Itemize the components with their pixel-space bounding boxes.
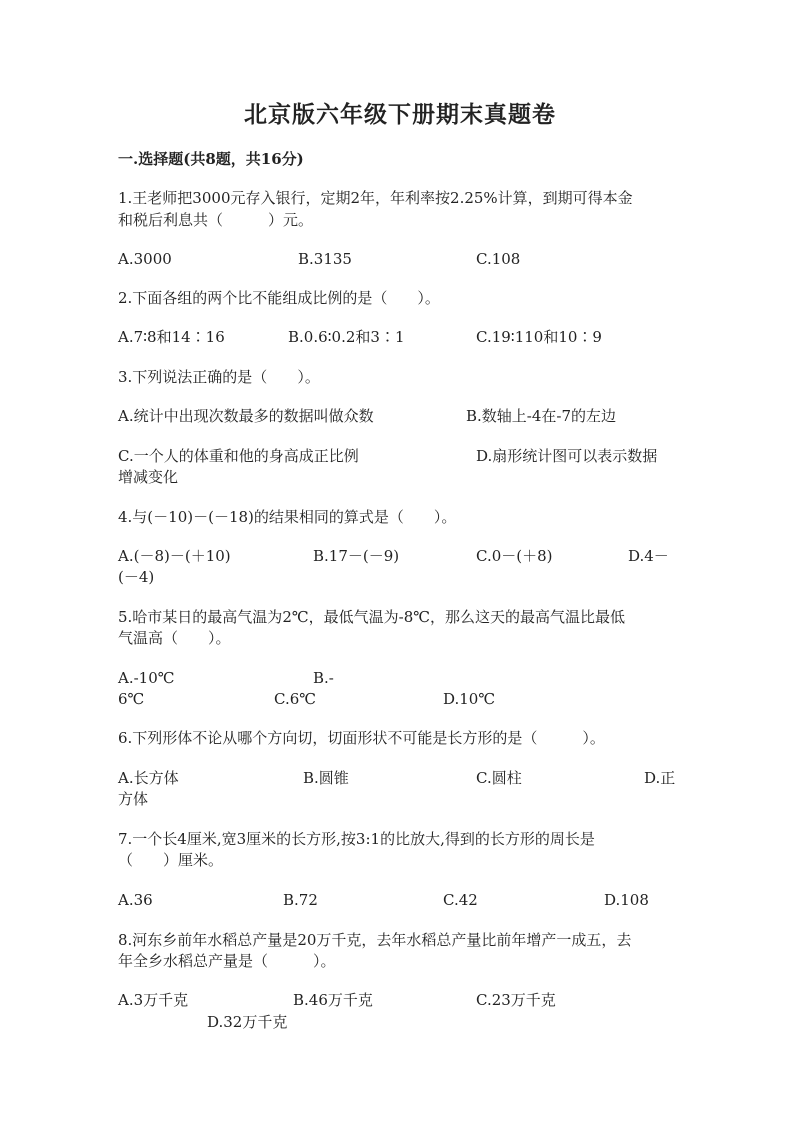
question-1-line-1: 1.王老师把3000元存入银行，定期2年，年利率按2.25%计算，到期可得本金 <box>118 189 633 207</box>
question-8-option-d[interactable]: D.32万千克 <box>207 1013 288 1031</box>
question-6-option-d-cont: 方体 <box>118 790 149 808</box>
question-4-option-a[interactable]: A.(－8)－(＋10) <box>118 547 231 565</box>
page-title: 北京版六年级下册期末真题卷 <box>244 101 556 128</box>
question-7-option-d[interactable]: D.108 <box>604 891 649 909</box>
question-2-option-c[interactable]: C.19∶110和10∶9 <box>476 328 602 346</box>
question-4-option-d-cont: (－4) <box>118 568 155 586</box>
question-5-line-1: 5.哈市某日的最高气温为2℃，最低气温为-8℃，那么这天的最高气温比最低 <box>118 608 626 626</box>
question-1-line-2: 和税后利息共（ ）元。 <box>118 211 314 229</box>
question-8-line-1: 8.河东乡前年水稻总产量是20万千克，去年水稻总产量比前年增产一成五，去 <box>118 931 632 949</box>
question-4-option-c[interactable]: C.0－(＋8) <box>476 547 553 565</box>
question-3-line-1: 3.下列说法正确的是（ ）。 <box>118 368 320 386</box>
question-8-line-2: 年全乡水稻总产量是（ ）。 <box>118 952 336 970</box>
question-6-option-d[interactable]: D.正 <box>644 769 676 787</box>
question-3-option-d-cont: 增减变化 <box>118 468 179 486</box>
question-8-option-a[interactable]: A.3万千克 <box>118 991 189 1009</box>
question-6-option-b[interactable]: B.圆锥 <box>303 769 349 787</box>
question-5-option-d[interactable]: D.10℃ <box>443 690 496 708</box>
question-2-option-b[interactable]: B.0.6∶0.2和3∶1 <box>288 328 405 346</box>
question-3-option-a[interactable]: A.统计中出现次数最多的数据叫做众数 <box>118 407 374 425</box>
question-2-option-a[interactable]: A.7∶8和14∶16 <box>118 328 225 346</box>
question-1-option-b[interactable]: B.3135 <box>298 250 352 268</box>
question-7-option-b[interactable]: B.72 <box>283 891 318 909</box>
question-5-option-a[interactable]: A.-10℃ <box>118 669 175 687</box>
question-2-line-1: 2.下面各组的两个比不能组成比例的是（ ）。 <box>118 289 440 307</box>
question-3-option-d[interactable]: D.扇形统计图可以表示数据 <box>476 447 658 465</box>
question-4-option-d[interactable]: D.4－ <box>628 547 669 565</box>
section-heading: 一.选择题(共8题，共16分) <box>118 150 304 168</box>
question-6-line-1: 6.下列形体不论从哪个方向切，切面形状不可能是长方形的是（ ）。 <box>118 729 605 747</box>
question-1-option-c[interactable]: C.108 <box>476 250 521 268</box>
question-7-line-2: （ ）厘米。 <box>118 851 224 869</box>
question-6-option-a[interactable]: A.长方体 <box>118 769 179 787</box>
question-4-line-1: 4.与(－10)－(－18)的结果相同的算式是（ ）。 <box>118 508 457 526</box>
question-5-option-b-cont: 6℃ <box>118 690 145 708</box>
question-4-option-b[interactable]: B.17－(－9) <box>313 547 400 565</box>
question-3-option-b[interactable]: B.数轴上-4在-7的左边 <box>466 407 617 425</box>
question-8-option-c[interactable]: C.23万千克 <box>476 991 556 1009</box>
question-1-option-a[interactable]: A.3000 <box>118 250 172 268</box>
question-5-line-2: 气温高（ ）。 <box>118 629 231 647</box>
question-6-option-c[interactable]: C.圆柱 <box>476 769 522 787</box>
question-7-option-a[interactable]: A.36 <box>118 891 153 909</box>
question-5-option-b[interactable]: B.- <box>313 669 334 687</box>
question-5-option-c[interactable]: C.6℃ <box>274 690 317 708</box>
question-8-option-b[interactable]: B.46万千克 <box>293 991 373 1009</box>
question-7-option-c[interactable]: C.42 <box>443 891 478 909</box>
question-7-line-1: 7.一个长4厘米,宽3厘米的长方形,按3:1的比放大,得到的长方形的周长是 <box>118 830 595 848</box>
question-3-option-c[interactable]: C.一个人的体重和他的身高成正比例 <box>118 447 359 465</box>
